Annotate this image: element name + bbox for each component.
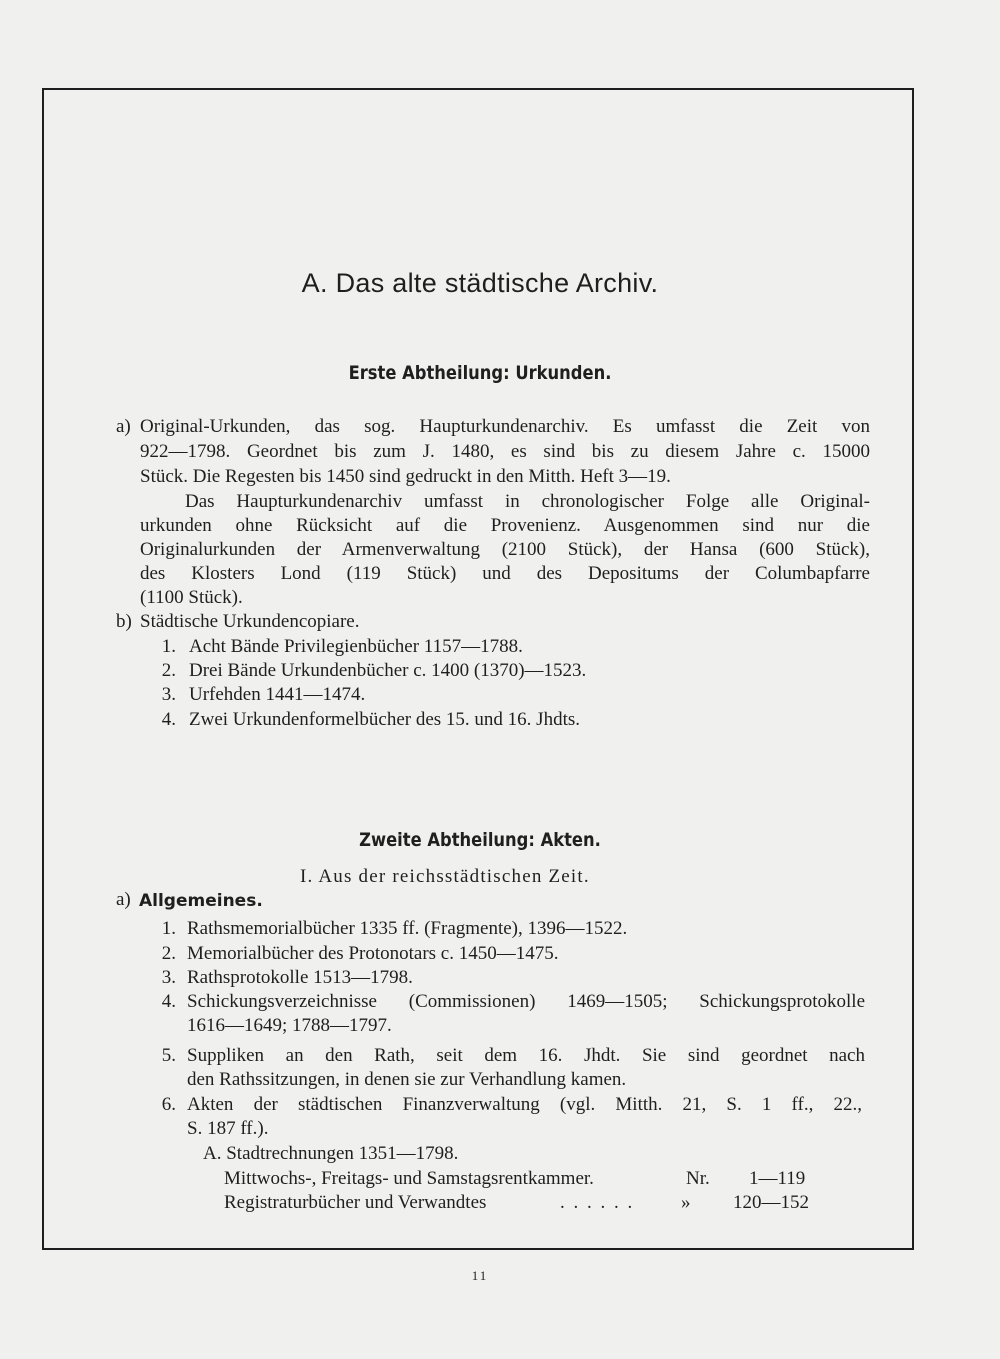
entry-range: 120—152 [733,1192,809,1213]
list-number: 4. [161,991,176,1012]
list-number: 3. [161,967,176,988]
page-title: A. Das alte städtische Archiv. [301,268,659,298]
text-line: Stück. Die Regesten bis 1450 sind gedruckt in den Mitth. Heft 3—19. [140,466,671,487]
section-subheading: I. Aus der reichsstädtischen Zeit. [300,866,590,887]
list-item: Suppliken an den Rath, seit dem 16. Jhdt. Sie sind geordnet nach [187,1045,865,1066]
page-number: 11 [471,1268,489,1283]
list-number: 1. [161,918,176,939]
list-number: 2. [161,943,176,964]
list-item: Akten der städtischen Finanzverwaltung (vgl. Mitth. 21, S. 1 ff., 22., [187,1094,862,1115]
text-line: Original-Urkunden, das sog. Haupturkundenarchiv. Es umfasst die Zeit von [140,416,870,437]
list-item-continued: 1616—1649; 1788—1797. [187,1015,392,1036]
list-item: Memorialbücher des Protonotars c. 1450—1475. [187,943,559,964]
list-number: 5. [161,1045,176,1066]
entry-prefix: Nr. [686,1168,710,1189]
entry-prefix: » [681,1192,691,1213]
list-label-b: b) [116,611,132,632]
entry-label: Mittwochs-, Freitags- und Samstagsrentkammer. [224,1168,594,1189]
list-item: Acht Bände Privilegienbücher 1157—1788. [189,636,523,657]
text-line: 922—1798. Geordnet bis zum J. 1480, es sind bis zu diesem Jahre c. 15000 [140,441,870,462]
list-number: 1. [161,636,176,657]
list-item: Drei Bände Urkundenbücher c. 1400 (1370)—1523. [189,660,587,681]
list-number: 3. [161,684,176,705]
entry-range: 1—119 [749,1168,806,1189]
entry-label: Registraturbücher und Verwandtes [224,1192,487,1213]
list-item-continued: S. 187 ff.). [187,1118,269,1139]
text-line: (1100 Stück). [140,587,243,608]
entry-dots: . . . . . . [560,1192,635,1213]
sub-entry-heading: A. Stadtrechnungen 1351—1798. [203,1143,459,1164]
text-line: des Klosters Lond (119 Stück) und des Depositums der Columbapfarre [140,563,870,584]
list-number: 2. [161,660,176,681]
list-item: Schickungsverzeichnisse (Commissionen) 1469—1505; Schickungsprotokolle [187,991,865,1012]
section-heading-akten: Zweite Abtheilung: Akten. [359,829,601,851]
list-item: Zwei Urkundenformelbücher des 15. und 16. Jhdts. [189,709,581,730]
list-item-continued: den Rathssitzungen, in denen sie zur Verhandlung kamen. [187,1069,627,1090]
list-item: Urfehden 1441—1474. [189,684,366,705]
list-item: Rathsprotokolle 1513—1798. [187,967,413,988]
list-label-a: a) [116,416,131,437]
section-heading-urkunden: Erste Abtheilung: Urkunden. [348,362,612,384]
text-line: urkunden ohne Rücksicht auf die Provenienz. Ausgenommen sind nur die [140,515,870,536]
list-item: Rathsmemorialbücher 1335 ff. (Fragmente), 1396—1522. [187,918,628,939]
subsection-title: Allgemeines. [139,891,263,911]
text-line: Städtische Urkundencopiare. [140,611,360,632]
list-label-a: a) [116,889,131,910]
list-number: 4. [161,709,176,730]
text-line: Originalurkunden der Armenverwaltung (2100 Stück), der Hansa (600 Stück), [140,539,870,560]
text-line: Das Haupturkundenarchiv umfasst in chronologischer Folge alle Original- [185,491,870,512]
list-number: 6. [161,1094,176,1115]
